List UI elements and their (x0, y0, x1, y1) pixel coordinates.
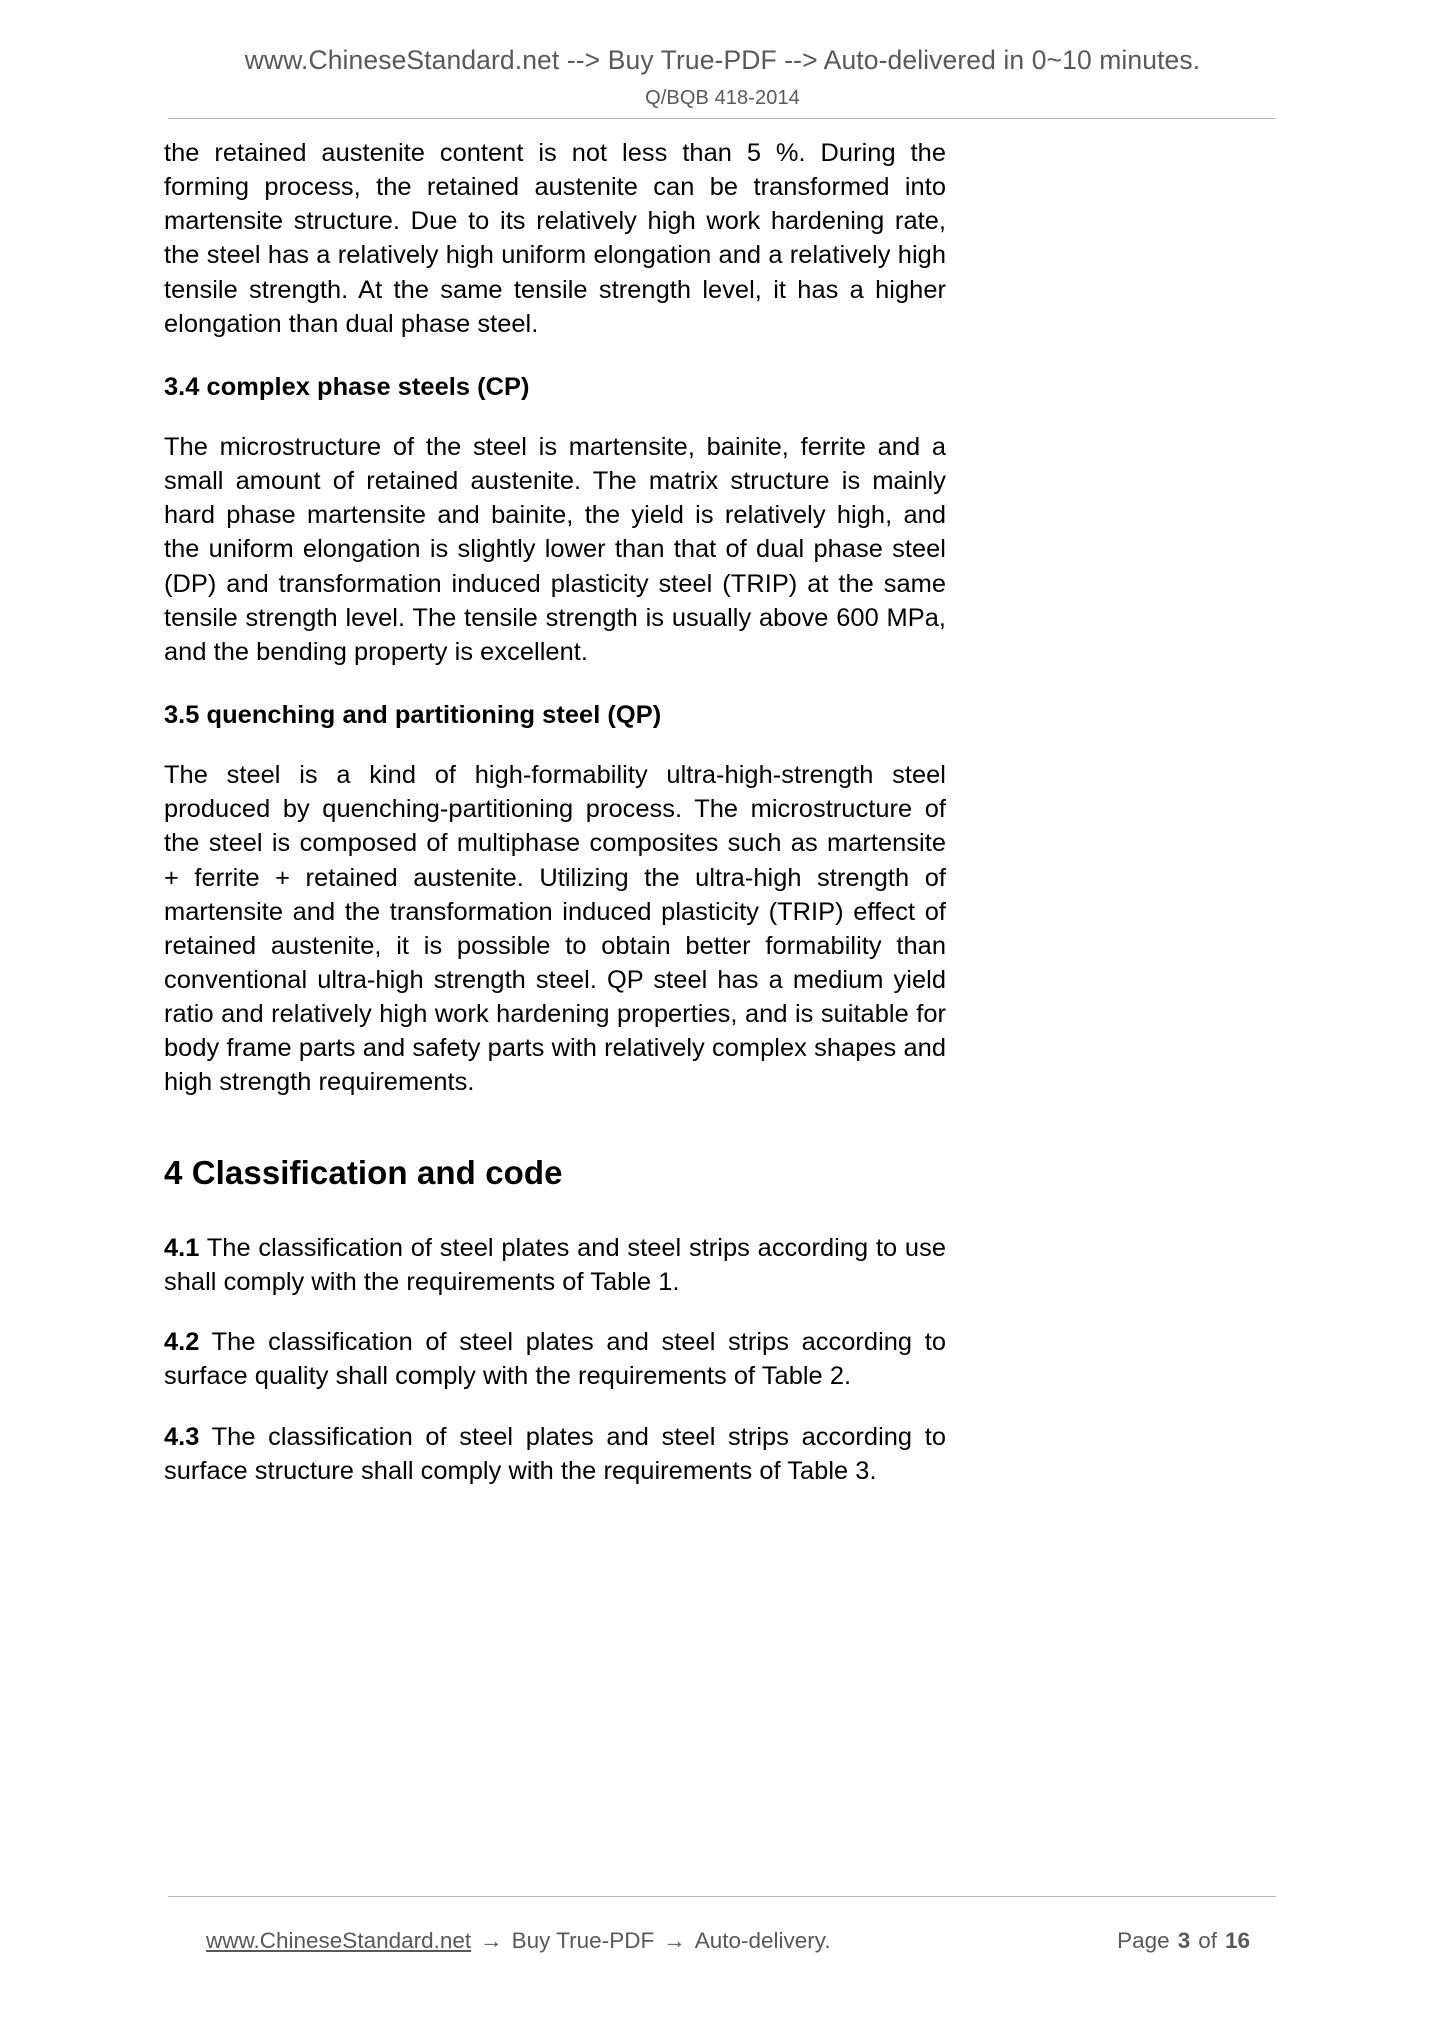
clause-4-2-number: 4.2 (164, 1328, 200, 1357)
of-label: of (1198, 1928, 1217, 1953)
clause-4-3-number: 4.3 (164, 1422, 200, 1451)
footer-buy-text: Buy True-PDF (511, 1928, 655, 1953)
footer-divider (168, 1896, 1276, 1897)
paragraph-3-5: The steel is a kind of high-formability ultra-high-strength steel produced by quenching-partitioning process. The microstructure of the steel is composed of multiphase composites such as martensite + ferrite + retained austenite. Utilizing the ultra-high strength of martensite and the transformation induced plasticity (TRIP) effect of retained austenite, it is possible to obtain better formability than conventional ultra-high strength steel. QP steel has a medium yield ratio and relatively high work hardening properties, and is suitable for body frame parts and safety parts with relatively complex shapes and high strength requirements. (164, 761, 946, 1097)
heading-3-5-quenching-and-partitioning-steel: 3.5 quenching and partitioning steel (QP) (164, 701, 662, 730)
footer-delivery-text: Auto-delivery. (694, 1928, 831, 1953)
clause-4-1 (164, 1231, 946, 1299)
header-standard-number: Q/BQB 418-2014 (645, 86, 800, 109)
clause-4-2 (164, 1325, 946, 1393)
page-header (0, 0, 1445, 110)
footer-promo (168, 1928, 831, 1954)
footer-row (168, 1928, 1276, 1954)
header-divider (168, 118, 1276, 119)
page-number: 3 (1177, 1928, 1191, 1953)
clause-4-3 (164, 1420, 946, 1488)
arrow-right-icon-2: → (663, 1928, 686, 1953)
arrow-right-icon: → (480, 1928, 503, 1953)
total-pages: 16 (1224, 1928, 1250, 1953)
page-indicator (1117, 1928, 1276, 1954)
heading-4-classification-and-code: 4 Classification and code (164, 1153, 563, 1191)
clause-4-3-text: The classification of steel plates and steel strips according to surface structure shall comply with the requirements of Table 3. (164, 1422, 946, 1485)
paragraph-3-4: The microstructure of the steel is martensite, bainite, ferrite and a small amount of retained austenite. The matrix structure is mainly hard phase martensite and bainite, the yield is relatively high, and the uniform elongation is slightly lower than that of dual phase steel (DP) and transformation induced plasticity steel (TRIP) at the same tensile strength level. The tensile strength is usually above 600 MPa, and the bending property is excellent. (164, 432, 946, 666)
header-promo-text: www.ChineseStandard.net --> Buy True-PDF --> Auto-delivered in 0~10 minutes. (244, 45, 1201, 75)
paragraph-trip-continued: the retained austenite content is not less than 5 %. During the forming process, the retained austenite can be transformed into martensite structure. Due to its relatively high work hardening rate, the steel has a relatively high uniform elongation and a relatively high tensile strength. At the same tensile strength level, it has a higher elongation than dual phase steel. (164, 139, 946, 338)
page-label: Page (1117, 1928, 1170, 1953)
clause-4-2-text: The classification of steel plates and steel strips according to surface quality shall comply with the requirements of Table 2. (164, 1328, 946, 1391)
clause-4-1-number: 4.1 (164, 1233, 200, 1262)
heading-3-4-complex-phase-steels: 3.4 complex phase steels (CP) (164, 372, 530, 401)
page-footer (0, 1884, 1445, 2044)
footer-website-link[interactable]: www.ChineseStandard.net (206, 1928, 472, 1953)
page-content (164, 136, 946, 1514)
clause-4-1-text: The classification of steel plates and steel strips according to use shall comply with the requirements of Table 1. (164, 1233, 946, 1297)
